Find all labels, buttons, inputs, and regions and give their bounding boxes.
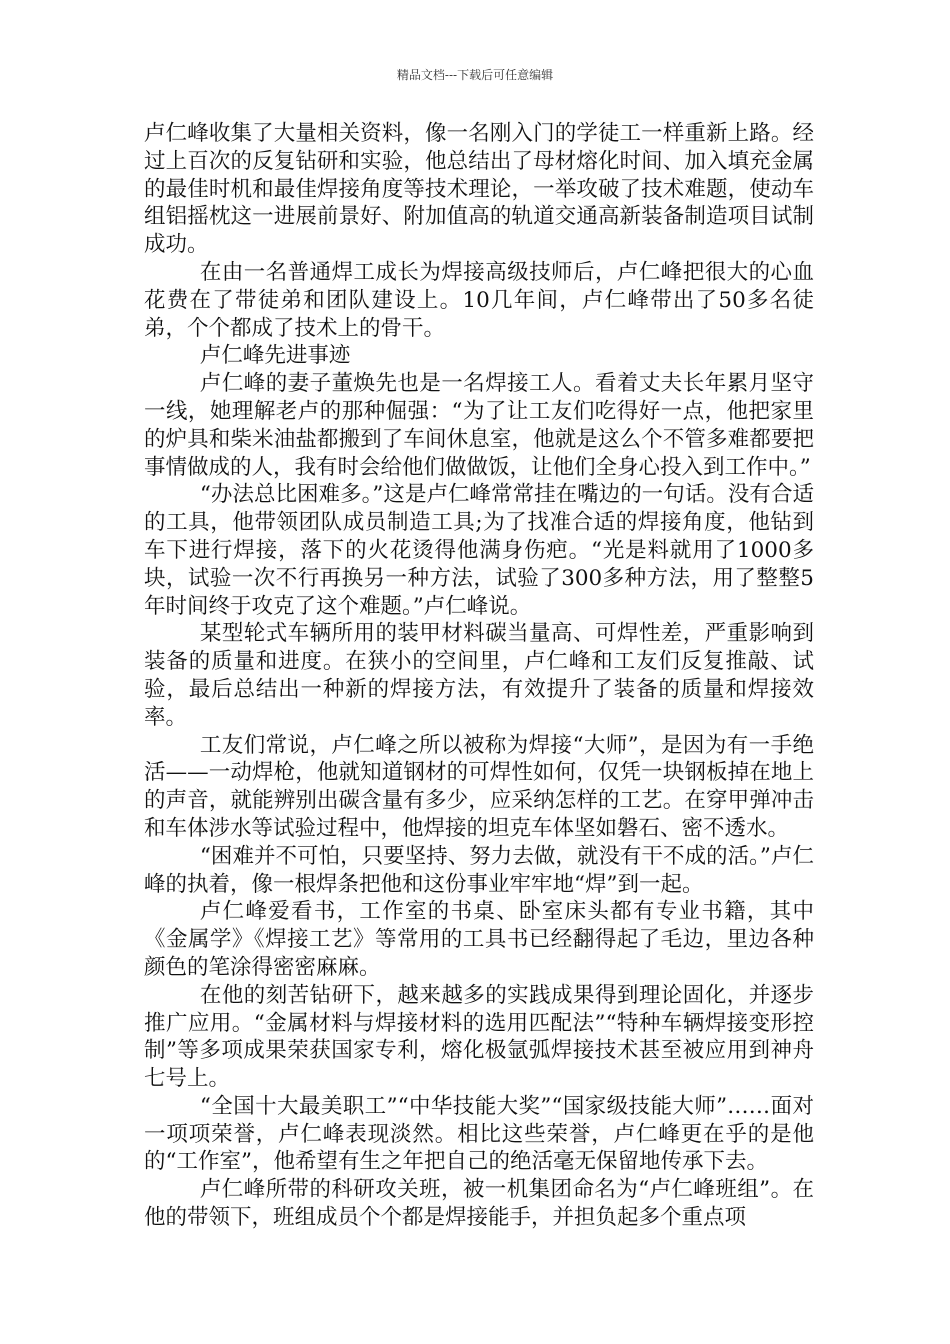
- paragraph: “办法总比困难多。”这是卢仁峰常常挂在嘴边的一句话。没有合适的工具，他带领团队成员制造工具;为了找准合适的焊接角度，他钻到车下进行焊接，落下的火花烫得他满身伤疤。“光是料就用了1000多块，试验一次不行再换另一种方法，试验了300多种方法，用了整整5年时间终于攻克了这个难题。”卢仁峰说。: [144, 482, 814, 619]
- paragraph: “困难并不可怕，只要坚持、努力去做，就没有干不成的活。”卢仁峰的执着，像一根焊条把他和这份事业牢牢地“焊”到一起。: [144, 843, 814, 897]
- paragraph: 某型轮式车辆所用的装甲材料碳当量高、可焊性差，严重影响到装备的质量和进度。在狭小的空间里，卢仁峰和工友们反复推敲、试验，最后总结出一种新的焊接方法，有效提升了装备的质量和焊接效率。: [144, 621, 814, 730]
- document-body: [144, 120, 814, 1232]
- paragraph: 工友们常说，卢仁峰之所以被称为焊接“大师”，是因为有一手绝活——一动焊枪，他就知道钢材的可焊性如何，仅凭一块钢板掉在地上的声音，就能辨别出碳含量有多少，应采纳怎样的工艺。在穿甲弹冲击和车体涉水等试验过程中，他焊接的坦克车体坚如磐石、密不透水。: [144, 732, 814, 841]
- paragraph: 卢仁峰所带的科研攻关班，被一机集团命名为“卢仁峰班组”。在他的带领下，班组成员个个都是焊接能手，并担负起多个重点项: [144, 1177, 814, 1231]
- paragraph: 卢仁峰的妻子董焕先也是一名焊接工人。看着丈夫长年累月坚守一线，她理解老卢的那种倔强：“为了让工友们吃得好一点，他把家里的炉具和柴米油盐都搬到了车间休息室，他就是这么个不管多难都要把事情做成的人，我有时会给他们做做饭，让他们全身心投入到工作中。”: [144, 371, 814, 480]
- section-heading: 卢仁峰先进事迹: [199, 343, 351, 369]
- paragraph: 在他的刻苦钻研下，越来越多的实践成果得到理论固化，并逐步推广应用。“金属材料与焊接材料的选用匹配法”“特种车辆焊接变形控制”等多项成果荣获国家专利，熔化极氩弧焊接技术甚至被应用到神舟七号上。: [144, 982, 814, 1092]
- paragraph: 在由一名普通焊工成长为焊接高级技师后，卢仁峰把很大的心血花费在了带徒弟和团队建设上。10几年间，卢仁峰带出了50多名徒弟，个个都成了技术上的骨干。: [144, 259, 814, 341]
- paragraph: “全国十大最美职工”“中华技能大奖”“国家级技能大师”……面对一项项荣誉，卢仁峰表现淡然。相比这些荣誉，卢仁峰更在乎的是他的“工作室”，他希望有生之年把自己的绝活毫无保留地传承下去。: [144, 1093, 814, 1175]
- paragraph: 卢仁峰爱看书，工作室的书桌、卧室床头都有专业书籍，其中《金属学》《焊接工艺》等常用的工具书已经翻得起了毛边，里边各种颜色的笔涂得密密麻麻。: [144, 899, 814, 980]
- page-header: 精品文档---下载后可任意编辑: [396, 68, 554, 82]
- paragraph: 卢仁峰收集了大量相关资料，像一名刚入门的学徒工一样重新上路。经过上百次的反复钻研和实验，他总结出了母材熔化时间、加入填充金属的最佳时机和最佳焊接角度等技术理论，一举攻破了技术难题，使动车组铝摇枕这一进展前景好、附加值高的轨道交通高新装备制造项目试制成功。: [144, 121, 814, 258]
